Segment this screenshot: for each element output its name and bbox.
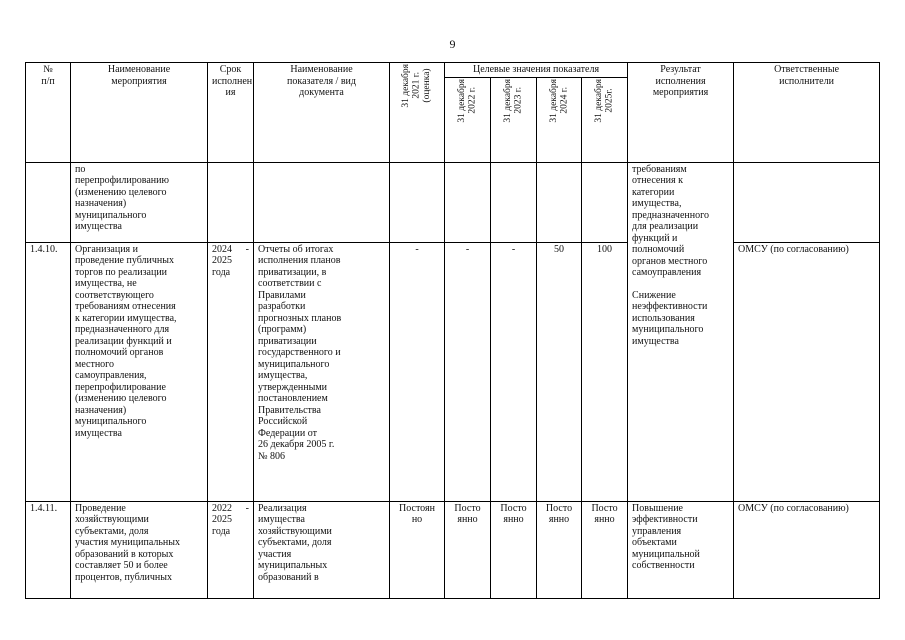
row-1410-2025: 100	[582, 242, 628, 501]
row-1410-responsible: ОМСУ (по согласованию)	[734, 242, 880, 501]
row-1411-responsible: ОМСУ (по согласованию)	[734, 501, 880, 598]
header-term: Срок исполнен ия	[208, 63, 254, 163]
header-2024	[537, 77, 582, 162]
header-2025	[582, 77, 628, 162]
cont-2024	[537, 162, 582, 242]
table-row-1-4-10	[26, 242, 880, 501]
measures-table	[25, 62, 880, 599]
header-2021-text: 31 декабря 2021 г. (оценка)	[401, 64, 433, 108]
cont-2025	[582, 162, 628, 242]
header-row-1	[26, 63, 880, 78]
page-number: 9	[449, 37, 456, 51]
cont-indicator	[254, 162, 390, 242]
header-2023-text: 31 декабря 2023 г.	[503, 78, 524, 123]
header-2024-text: 31 декабря 2024 г.	[548, 78, 569, 123]
header-target-group: Целевые значения показателя	[445, 63, 628, 78]
row-1411-term-start: 2022	[212, 502, 232, 514]
row-1410-2022: -	[445, 242, 491, 501]
row-1411-2025: Посто янно	[582, 501, 628, 598]
header-num: № п/п	[26, 63, 71, 163]
cont-result	[628, 162, 734, 501]
cont-num	[26, 162, 71, 242]
cont-term	[208, 162, 254, 242]
cont-2022	[445, 162, 491, 242]
header-responsible: Ответственные исполнители	[734, 63, 880, 163]
row-1411-term-end: 2025 года	[212, 514, 232, 537]
row-1411-2024: Посто янно	[537, 501, 582, 598]
table-row-continuation	[26, 162, 880, 242]
header-name: Наименование мероприятия	[71, 63, 208, 163]
cont-2021	[390, 162, 445, 242]
header-indicator: Наименование показателя / вид документа	[254, 63, 390, 163]
row-1410-term-dash: -	[245, 243, 249, 255]
header-2021	[390, 63, 445, 163]
row-1411-term-dash: -	[245, 502, 249, 514]
row-1410-term-start: 2024	[212, 243, 232, 255]
cont-2023	[491, 162, 537, 242]
table-row-1-4-11	[26, 501, 880, 598]
row-1411-name: Проведение хозяйствующими субъектами, доля участия муниципальных образований в которых составляет 50 и более процентов, публичных	[71, 501, 208, 598]
row-1411-indicator: Реализация имущества хозяйствующими субъектами, доля участия муниципальных образований в	[254, 501, 390, 598]
header-2022-text: 31 декабря 2022 г.	[457, 78, 478, 123]
row-1411-2022: Посто янно	[445, 501, 491, 598]
row-1410-term	[208, 242, 254, 501]
row-1411-2023: Посто янно	[491, 501, 537, 598]
row-1411-term	[208, 501, 254, 598]
cont-result-part2: Снижение неэффективности использования муниципального имущества	[632, 289, 708, 347]
row-1410-2023: -	[491, 242, 537, 501]
header-result: Результат исполнения мероприятия	[628, 63, 734, 163]
cont-result-part1: требованиям отнесения к категории имущества, предназначенного для реализации функций и полномочий органов местного самоуправления	[632, 163, 709, 278]
row-1410-2024: 50	[537, 242, 582, 501]
row-1410-name: Организация и проведение публичных торгов по реализации имущества, не соответствующего требованиям отнесения к категории имущества, предназначенного для реализации функций и полномочий органов местного самоуправления, перепрофилирование (изменению целевого назначения) муниципального имущества	[71, 242, 208, 501]
row-1410-indicator: Отчеты об итогах исполнения планов приватизации, в соответствии с Правилами разработки прогнозных планов (программ) приватизации государственного и муниципального имущества, утвержденными постановлением Правительства Российской Федерации от 26 декабря 2005 г. № 806	[254, 242, 390, 501]
row-1411-2021: Постоян но	[390, 501, 445, 598]
header-2022	[445, 77, 491, 162]
row-1410-2021: -	[390, 242, 445, 501]
row-1411-result: Повышение эффективности управления объектами муниципальной собственности	[628, 501, 734, 598]
cont-responsible	[734, 162, 880, 242]
row-1410-num: 1.4.10.	[26, 242, 71, 501]
header-2025-text: 31 декабря 2025г.	[594, 78, 615, 123]
cont-name: по перепрофилированию (изменению целевого назначения) муниципального имущества	[71, 162, 208, 242]
header-2023	[491, 77, 537, 162]
row-1411-num: 1.4.11.	[26, 501, 71, 598]
row-1410-term-end: 2025 года	[212, 255, 232, 278]
